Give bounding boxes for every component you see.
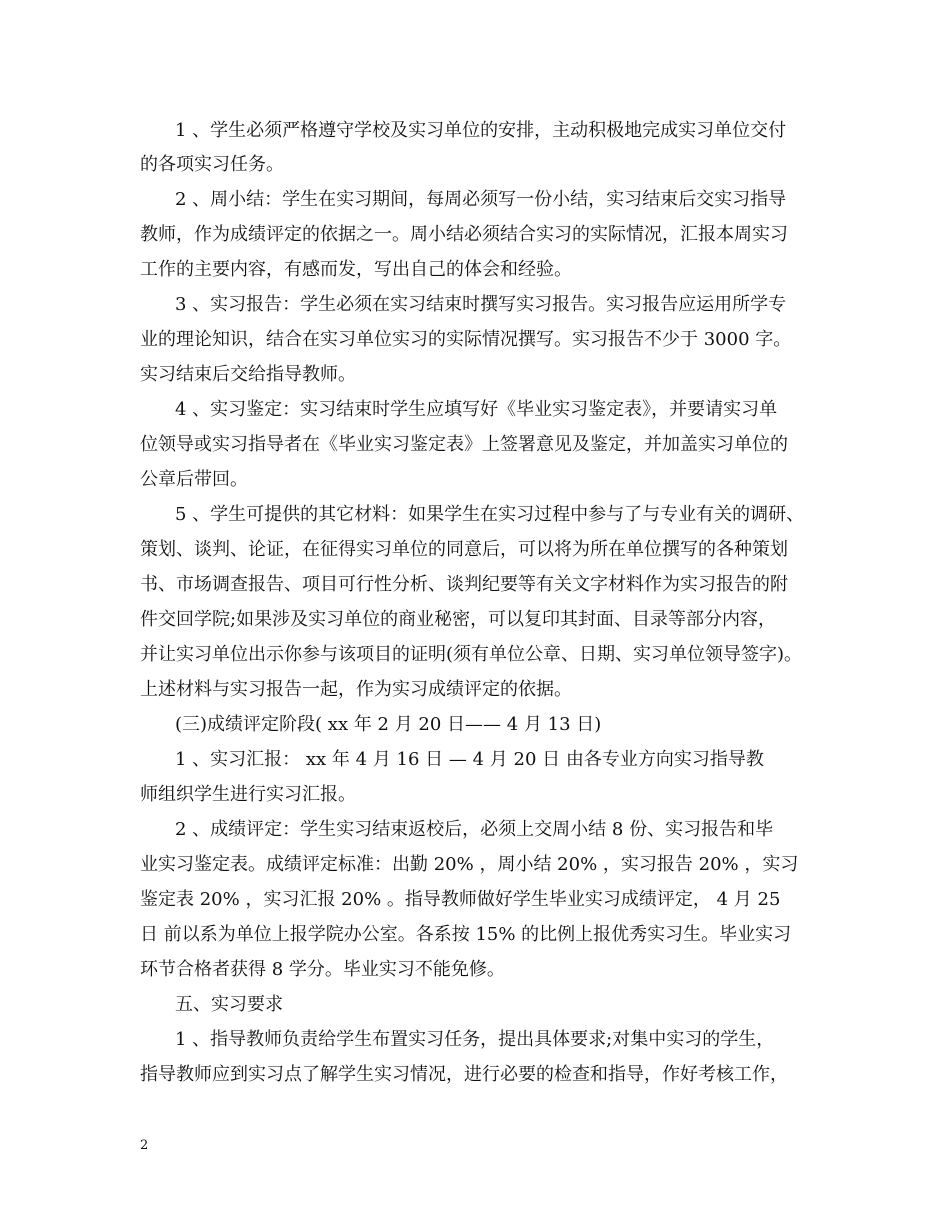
text-line: 2 、周小结：学生在实习期间，每周必须写一份小结，实习结束后交实习指导: [175, 189, 787, 210]
text-line: 2 、成绩评定：学生实习结束返校后，必须上交周小结 8 份、实习报告和毕: [175, 819, 774, 840]
text-line: 环节合格者获得 8 学分。毕业实习不能免修。: [140, 959, 505, 980]
text-line: 指导教师应到实习点了解学生实习情况，进行必要的检查和指导，作好考核工作，: [140, 1064, 788, 1085]
text-line: 位领导或实习指导者在《毕业实习鉴定表》上签署意见及鉴定，并加盖实习单位的: [140, 434, 788, 455]
text-line: 4 、实习鉴定：实习结束时学生应填写好《毕业实习鉴定表》，并要请实习单: [175, 399, 778, 420]
section-heading: (三)成绩评定阶段( xx 年 2 月 20 日—— 4 月 13 日): [175, 714, 602, 735]
section-heading: 五、实习要求: [175, 994, 283, 1015]
text-line: 并让实习单位出示你参与该项目的证明(须有单位公章、日期、实习单位领导签字)。: [140, 644, 803, 665]
text-line: 1 、学生必须严格遵守学校及实习单位的安排，主动积极地完成实习单位交付: [175, 120, 787, 141]
text-line: 书、市场调查报告、项目可行性分析、谈判纪要等有关文字材料作为实习报告的附: [140, 574, 788, 595]
text-line: 鉴定表 20% ，实习汇报 20% 。指导教师做好学生毕业实习成绩评定， 4 月 25: [140, 889, 781, 910]
text-line: 策划、谈判、论证，在征得实习单位的同意后，可以将为所在单位撰写的各种策划: [140, 539, 788, 560]
text-line: 件交回学院;如果涉及实习单位的商业秘密，可以复印其封面、目录等部分内容，: [140, 609, 777, 630]
page-number: 2: [140, 1138, 149, 1153]
text-line: 日 前以系为单位上报学院办公室。各系按 15% 的比例上报优秀实习生。毕业实习: [140, 924, 792, 945]
text-line: 业实习鉴定表。成绩评定标准：出勤 20% ，周小结 20% ，实习报告 20% ，实习: [140, 854, 799, 875]
text-line: 5 、学生可提供的其它材料：如果学生在实习过程中参与了与专业有关的调研、: [175, 504, 805, 525]
text-line: 业的理论知识，结合在实习单位实习的实际情况撰写。实习报告不少于 3000 字。: [140, 329, 792, 350]
text-line: 3 、实习报告：学生必须在实习结束时撰写实习报告。实习报告应运用所学专: [175, 294, 787, 315]
text-line: 1 、指导教师负责给学生布置实习任务，提出具体要求;对集中实习的学生，: [175, 1029, 775, 1050]
text-line: 的各项实习任务。: [140, 154, 284, 175]
text-line: 上述材料与实习报告一起，作为实习成绩评定的依据。: [140, 679, 572, 700]
text-line: 公章后带回。: [140, 469, 248, 490]
text-line: 工作的主要内容，有感而发，写出自己的体会和经验。: [140, 259, 572, 280]
text-line: 师组织学生进行实习汇报。: [140, 784, 356, 805]
text-line: 教师，作为成绩评定的依据之一。周小结必须结合实习的实际情况，汇报本周实习: [140, 224, 788, 245]
text-line: 1 、实习汇报： xx 年 4 月 16 日 — 4 月 20 日 由各专业方向实习指导教: [175, 749, 764, 770]
text-line: 实习结束后交给指导教师。: [140, 364, 356, 385]
